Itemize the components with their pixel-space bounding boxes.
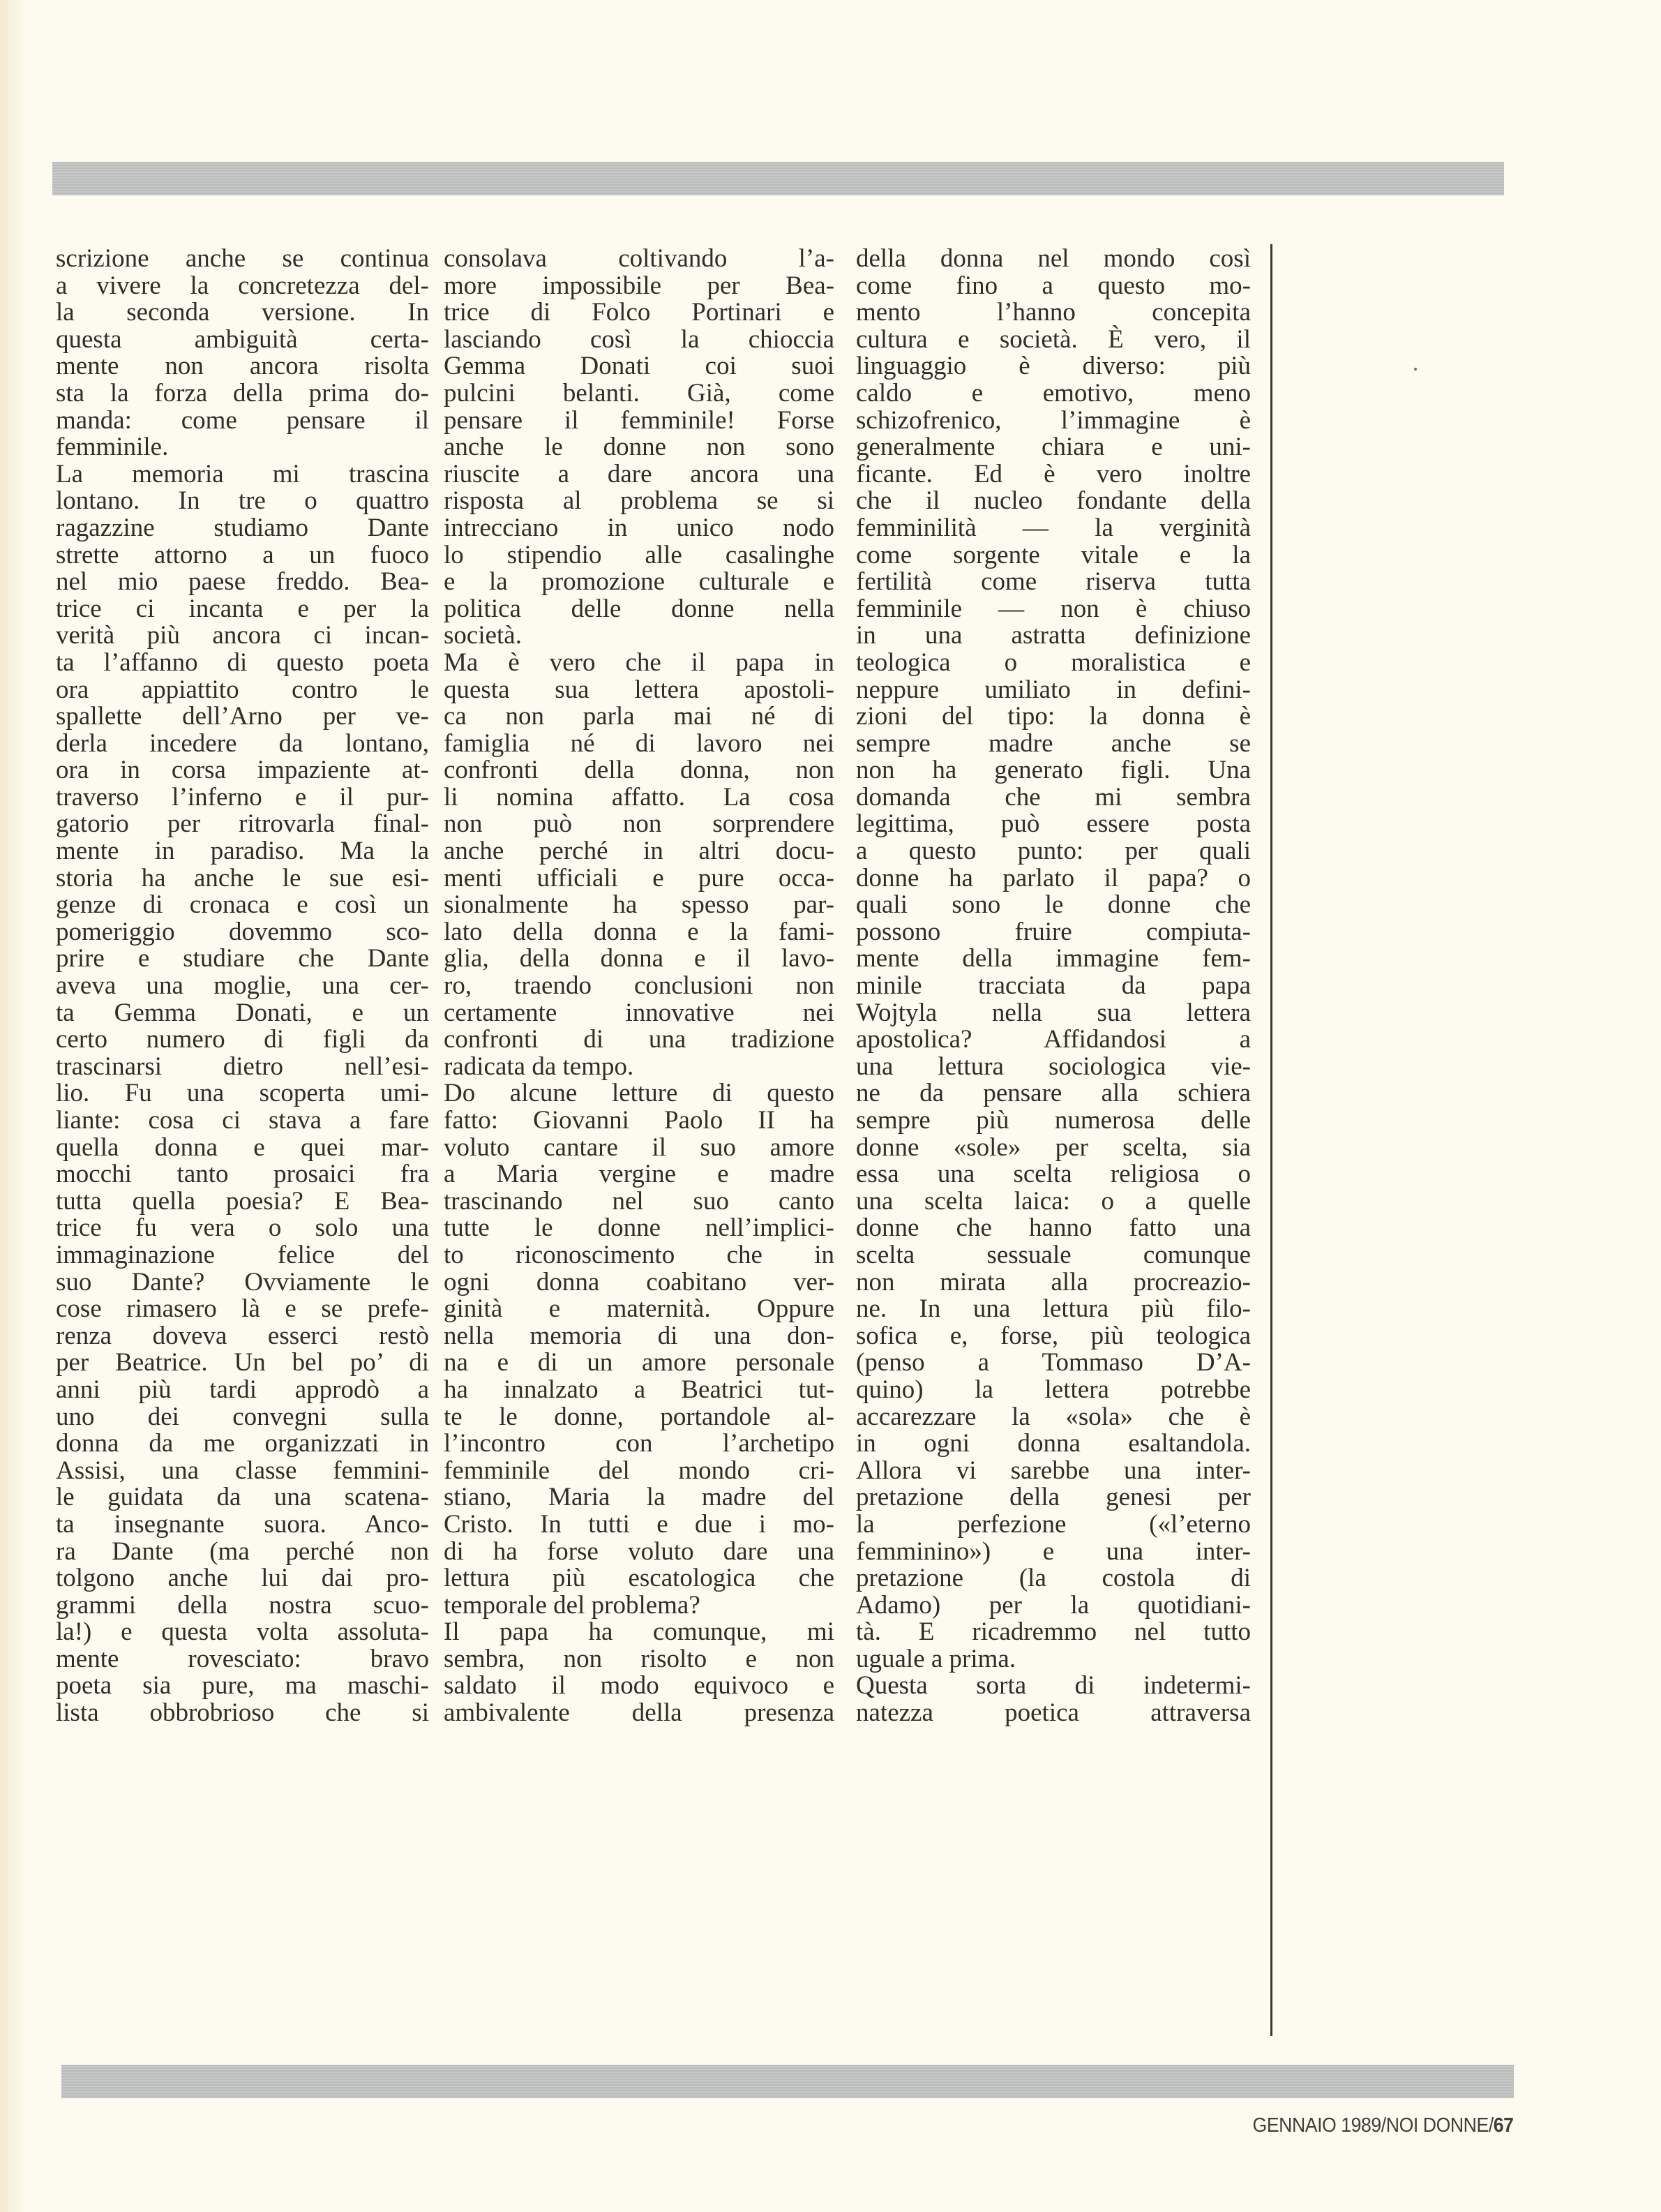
text-line: zioni del tipo: la donna è: [856, 702, 1251, 731]
text-line: na e di un amore personale: [444, 1348, 834, 1377]
text-line: ficante. Ed è vero inoltre: [856, 459, 1251, 488]
page-footer: [1253, 2114, 1514, 2137]
text-line: spallette dell’Arno per ve-: [56, 702, 429, 731]
text-line: verità più ancora ci incan-: [56, 621, 429, 650]
text-line: genze di cronaca e così un: [56, 890, 429, 920]
text-line: femminino») e una inter-: [856, 1537, 1251, 1566]
text-line: schizofrenico, l’immagine è: [856, 405, 1251, 435]
text-line: confronti di una tradizione: [444, 1025, 834, 1054]
text-line: donne ha parlato il papa? o: [856, 863, 1251, 892]
text-line: Il papa ha comunque, mi: [444, 1617, 834, 1647]
article-column-3: [856, 246, 1251, 1727]
text-line: come sorgente vitale e la: [856, 540, 1251, 569]
text-line: trice fu vera o solo una: [56, 1213, 429, 1243]
text-line: pomeriggio dovemmo sco-: [56, 917, 429, 946]
text-line: Wojtyla nella sua lettera: [856, 998, 1251, 1027]
text-line: confronti della donna, non: [444, 756, 834, 785]
text-line: saldato il modo equivoco e: [444, 1671, 834, 1701]
bottom-decorative-bar: [61, 2065, 1514, 2098]
text-line: tà. E ricadremmo nel tutto: [856, 1617, 1251, 1647]
top-decorative-bar: [52, 162, 1504, 195]
text-line: nel mio paese freddo. Bea-: [56, 567, 429, 597]
text-line: cose rimasero là e se prefe-: [56, 1294, 429, 1324]
text-line: non mirata alla procreazio-: [856, 1267, 1251, 1296]
text-line: intrecciano in unico nodo: [444, 513, 834, 542]
text-line: storia ha anche le sue esi-: [56, 863, 429, 892]
column-rule: [1270, 244, 1272, 2036]
text-line: stiano, Maria la madre del: [444, 1483, 834, 1512]
text-line: suo Dante? Ovviamente le: [56, 1267, 429, 1296]
text-line: le guidata da una scatena-: [56, 1483, 429, 1512]
text-line: fertilità come riserva tutta: [856, 567, 1251, 597]
text-line: in una astratta definizione: [856, 621, 1251, 650]
text-line: non ha generato figli. Una: [856, 756, 1251, 785]
text-line: per Beatrice. Un bel po’ di: [56, 1348, 429, 1377]
text-line: scelta sessuale comunque: [856, 1240, 1251, 1269]
text-line: quali sono le donne che: [856, 890, 1251, 920]
text-line: ro, traendo conclusioni non: [444, 971, 834, 1001]
text-line: Questa sorta di indetermi-: [856, 1671, 1251, 1701]
text-line: ta Gemma Donati, e un: [56, 998, 429, 1027]
text-line: anche le donne non sono: [444, 433, 834, 462]
text-line: ora in corsa impaziente at-: [56, 756, 429, 785]
text-line: trascinando nel suo canto: [444, 1186, 834, 1216]
text-line: tutta quella poesia? E Bea-: [56, 1186, 429, 1216]
text-line: pensare il femminile! Forse: [444, 405, 834, 435]
text-line: legittima, può essere posta: [856, 809, 1251, 839]
text-line: che il nucleo fondante della: [856, 486, 1251, 516]
text-line: sempre madre anche se: [856, 728, 1251, 758]
text-line: li nomina affatto. La cosa: [444, 782, 834, 812]
text-line: domanda che mi sembra: [856, 782, 1251, 812]
text-line: lato della donna e la fami-: [444, 917, 834, 946]
text-line: aveva una moglie, una cer-: [56, 971, 429, 1001]
page-number: 67: [1494, 2114, 1514, 2137]
text-line: anni più tardi approdò a: [56, 1375, 429, 1404]
text-line: sionalmente ha spesso par-: [444, 890, 834, 920]
text-line: teologica o moralistica e: [856, 648, 1251, 677]
text-line: trice ci incanta e per la: [56, 594, 429, 623]
text-line: La memoria mi trascina: [56, 459, 429, 488]
text-line: quino) la lettera potrebbe: [856, 1375, 1251, 1404]
text-line: ca non parla mai né di: [444, 702, 834, 731]
text-line: sofica e, forse, più teologica: [856, 1321, 1251, 1350]
text-line: non può non sorprendere: [444, 809, 834, 839]
text-line: grammi della nostra scuo-: [56, 1590, 429, 1620]
text-line: immaginazione felice del: [56, 1240, 429, 1269]
text-line: ne da pensare alla schiera: [856, 1079, 1251, 1108]
text-line: derla incedere da lontano,: [56, 728, 429, 758]
text-line: quella donna e quei mar-: [56, 1133, 429, 1162]
text-line: Do alcune letture di questo: [444, 1079, 834, 1108]
text-line: menti ufficiali e pure occa-: [444, 863, 834, 892]
text-line: politica delle donne nella: [444, 594, 834, 623]
text-line: accarezzare la «sola» che è: [856, 1402, 1251, 1431]
text-line: certo numero di figli da: [56, 1025, 429, 1054]
text-line: mente rovesciato: bravo: [56, 1644, 429, 1673]
page-binding-edge: [0, 0, 28, 2212]
text-line: la seconda versione. In: [56, 298, 429, 327]
text-line: riuscite a dare ancora una: [444, 459, 834, 488]
footer-issue: GENNAIO 1989/NOI DONNE/: [1252, 2114, 1494, 2137]
text-line: to riconoscimento che in: [444, 1240, 834, 1269]
text-line: a vivere la concretezza del-: [56, 271, 429, 300]
text-line: natezza poetica attraversa: [856, 1698, 1251, 1728]
text-line: questa ambiguità certa-: [56, 324, 429, 354]
text-line: traverso l’inferno e il pur-: [56, 782, 429, 812]
text-line: donne «sole» per scelta, sia: [856, 1133, 1251, 1162]
text-line: Cristo. In tutti e due i mo-: [444, 1509, 834, 1539]
text-line: strette attorno a un fuoco: [56, 540, 429, 569]
text-line: mento l’hanno concepita: [856, 298, 1251, 327]
text-line: la!) e questa volta assoluta-: [56, 1617, 429, 1647]
text-line: nella memoria di una don-: [444, 1321, 834, 1350]
text-line: sembra, non risolto e non: [444, 1644, 834, 1673]
text-line: e la promozione culturale e: [444, 567, 834, 597]
text-line: manda: come pensare il: [56, 405, 429, 435]
text-line: lontano. In tre o quattro: [56, 486, 429, 516]
text-line: generalmente chiara e uni-: [856, 433, 1251, 462]
text-line: caldo e emotivo, meno: [856, 378, 1251, 408]
text-line: prire e studiare che Dante: [56, 944, 429, 973]
text-line: neppure umiliato in defini-: [856, 675, 1251, 704]
text-line: femminile.: [56, 433, 169, 462]
text-line: ra Dante (ma perché non: [56, 1537, 429, 1566]
text-line: trascinarsi dietro nell’esi-: [56, 1052, 429, 1081]
text-line: glia, della donna e il lavo-: [444, 944, 834, 973]
text-line: renza doveva esserci restò: [56, 1321, 429, 1350]
text-line: mocchi tanto prosaici fra: [56, 1160, 429, 1189]
text-line: fatto: Giovanni Paolo II ha: [444, 1106, 834, 1135]
text-line: mente della immagine fem-: [856, 944, 1251, 973]
text-line: lista obbrobrioso che si: [56, 1698, 429, 1728]
text-line: la perfezione («l’eterno: [856, 1509, 1251, 1539]
text-line: minile tracciata da papa: [856, 971, 1251, 1001]
text-line: in ogni donna esaltandola.: [856, 1429, 1251, 1458]
text-line: Allora vi sarebbe una inter-: [856, 1456, 1251, 1485]
text-line: pretazione della genesi per: [856, 1483, 1251, 1512]
text-line: donna da me organizzati in: [56, 1429, 429, 1458]
text-line: possono fruire compiuta-: [856, 917, 1251, 946]
text-line: tutte le donne nell’implici-: [444, 1213, 834, 1243]
print-speck: [1414, 368, 1417, 371]
text-line: consolava coltivando l’a-: [444, 244, 834, 273]
text-line: pretazione (la costola di: [856, 1564, 1251, 1593]
text-line: more impossibile per Bea-: [444, 271, 834, 300]
text-line: pulcini belanti. Già, come: [444, 378, 834, 408]
text-line: Ma è vero che il papa in: [444, 648, 834, 677]
text-line: Gemma Donati coi suoi: [444, 352, 834, 381]
text-line: lio. Fu una scoperta umi-: [56, 1079, 429, 1108]
text-line: risposta al problema se si: [444, 486, 834, 516]
text-line: sta la forza della prima do-: [56, 378, 429, 408]
text-line: società.: [444, 621, 522, 650]
text-line: ta l’affanno di questo poeta: [56, 648, 429, 677]
text-line: una lettura sociologica vie-: [856, 1052, 1251, 1081]
text-line: poeta sia pure, ma maschi-: [56, 1671, 429, 1701]
text-line: Adamo) per la quotidiani-: [856, 1590, 1251, 1620]
text-line: voluto cantare il suo amore: [444, 1133, 834, 1162]
text-line: temporale del problema?: [444, 1590, 700, 1620]
text-line: apostolica? Affidandosi a: [856, 1025, 1251, 1054]
text-line: ne. In una lettura più filo-: [856, 1294, 1251, 1324]
text-line: radicata da tempo.: [444, 1052, 634, 1081]
text-line: femminilità — la verginità: [856, 513, 1251, 542]
text-line: lettura più escatologica che: [444, 1564, 834, 1593]
text-line: a Maria vergine e madre: [444, 1160, 834, 1189]
text-line: essa una scelta religiosa o: [856, 1160, 1251, 1189]
text-line: ginità e maternità. Oppure: [444, 1294, 834, 1324]
text-line: di ha forse voluto dare una: [444, 1537, 834, 1566]
text-line: della donna nel mondo così: [856, 244, 1251, 273]
text-line: gatorio per ritrovarla final-: [56, 809, 429, 839]
text-line: liante: cosa ci stava a fare: [56, 1106, 429, 1135]
text-line: donne che hanno fatto una: [856, 1213, 1251, 1243]
text-line: femminile del mondo cri-: [444, 1456, 834, 1485]
text-line: lo stipendio alle casalinghe: [444, 540, 834, 569]
text-line: Assisi, una classe femmini-: [56, 1456, 429, 1485]
article-column-2: [444, 246, 834, 1727]
text-line: famiglia né di lavoro nei: [444, 728, 834, 758]
article-column-1: [56, 246, 429, 1727]
text-line: mente non ancora risolta: [56, 352, 429, 381]
text-line: uguale a prima.: [856, 1644, 1016, 1673]
text-line: l’incontro con l’archetipo: [444, 1429, 834, 1458]
text-line: femminile — non è chiuso: [856, 594, 1251, 623]
text-line: trice di Folco Portinari e: [444, 298, 834, 327]
text-line: anche perché in altri docu-: [444, 837, 834, 866]
text-line: a questo punto: per quali: [856, 837, 1251, 866]
text-line: cultura e società. È vero, il: [856, 324, 1251, 354]
text-line: linguaggio è diverso: più: [856, 352, 1251, 381]
text-line: lasciando così la chioccia: [444, 324, 834, 354]
text-line: tolgono anche lui dai pro-: [56, 1564, 429, 1593]
text-line: ragazzine studiamo Dante: [56, 513, 429, 542]
text-line: sempre più numerosa delle: [856, 1106, 1251, 1135]
text-line: certamente innovative nei: [444, 998, 834, 1027]
text-line: uno dei convegni sulla: [56, 1402, 429, 1431]
text-line: scrizione anche se continua: [56, 244, 429, 273]
text-line: ta insegnante suora. Anco-: [56, 1509, 429, 1539]
text-line: te le donne, portandole al-: [444, 1402, 834, 1431]
text-line: ogni donna coabitano ver-: [444, 1267, 834, 1296]
text-line: una scelta laica: o a quelle: [856, 1186, 1251, 1216]
text-line: mente in paradiso. Ma la: [56, 837, 429, 866]
text-line: come fino a questo mo-: [856, 271, 1251, 300]
text-line: (penso a Tommaso D’A-: [856, 1348, 1251, 1377]
text-line: ambivalente della presenza: [444, 1698, 834, 1728]
text-line: ha innalzato a Beatrici tut-: [444, 1375, 834, 1404]
text-line: questa sua lettera apostoli-: [444, 675, 834, 704]
text-line: ora appiattito contro le: [56, 675, 429, 704]
